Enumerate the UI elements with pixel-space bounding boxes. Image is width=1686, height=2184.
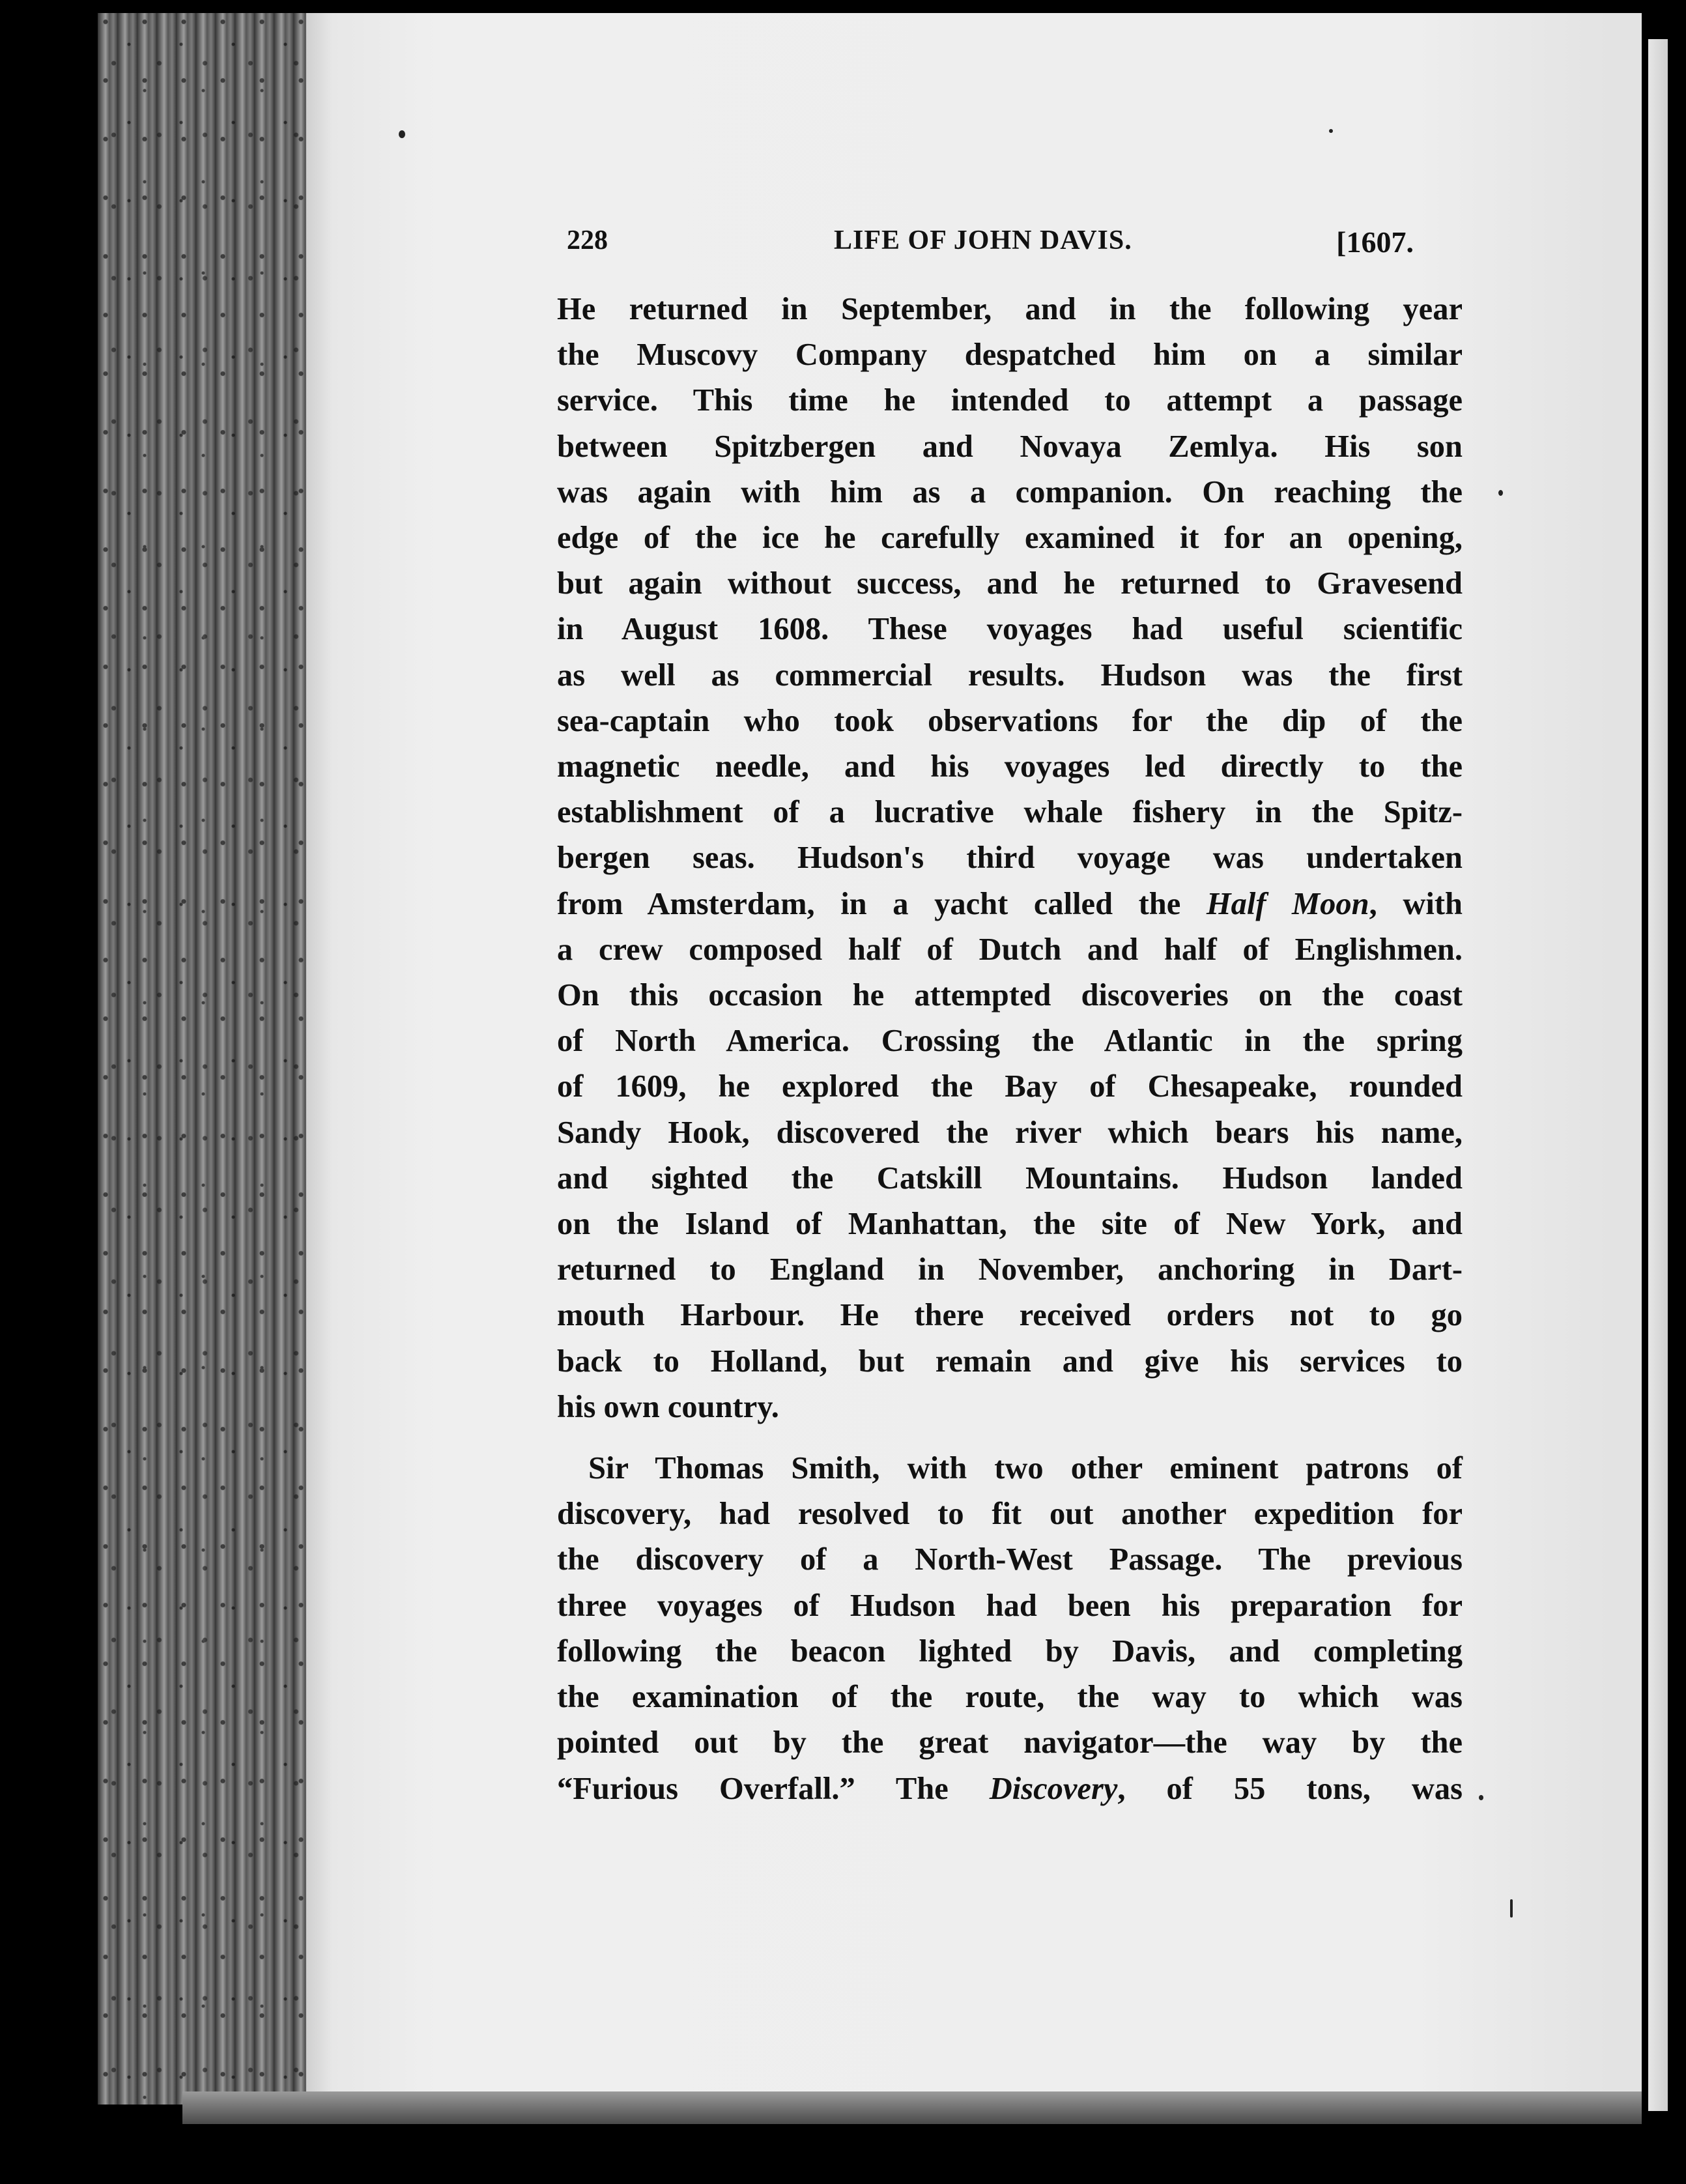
text-line: sea-captain who took observations for the dip of the <box>557 703 1463 738</box>
text-line-with-ship-name <box>557 1766 1463 1812</box>
text-line-with-ship-name <box>557 882 1463 927</box>
text-line: back to Holland, but remain and give his services to <box>557 1343 1463 1379</box>
text-line: the discovery of a North-West Passage. The previous <box>557 1542 1463 1577</box>
text-line: bergen seas. Hudson's third voyage was undertaken <box>557 841 1463 876</box>
text-segment: from Amsterdam, in a yacht called the <box>557 886 1181 921</box>
page-number: 228 <box>567 225 608 255</box>
text-line: magnetic needle, and his voyages led directly to the <box>557 749 1463 784</box>
text-line: establishment of a lucrative whale fishery in the Spitz- <box>557 795 1463 830</box>
text-line: Sir Thomas Smith, with two other eminent patrons of <box>588 1451 1463 1486</box>
running-title: LIFE OF JOHN DAVIS. <box>834 225 1132 255</box>
ink-speck <box>1498 490 1503 496</box>
text-segment: “Furious Overfall.” The <box>557 1771 949 1806</box>
text-line: on the Island of Manhattan, the site of New York, and <box>557 1207 1463 1242</box>
ink-speck <box>1329 129 1333 133</box>
text-line: Sandy Hook, discovered the river which bears his name, <box>557 1115 1463 1150</box>
text-line: between Spitzbergen and Novaya Zemlya. His son <box>557 429 1463 464</box>
page-edges-stack <box>98 13 313 2105</box>
facing-page-edge <box>1648 39 1668 2111</box>
text-line: but again without success, and he returned to Gravesend <box>557 566 1463 601</box>
text-line: of North America. Crossing the Atlantic in the spring <box>557 1024 1463 1059</box>
text-line: as well as commercial results. Hudson was the first <box>557 657 1463 693</box>
ship-name-half-moon: Half Moon <box>1206 886 1369 921</box>
text-line: service. This time he intended to attempt a passage <box>557 383 1463 418</box>
ink-speck <box>399 130 405 138</box>
text-line: and sighted the Catskill Mountains. Hudson landed <box>557 1160 1463 1196</box>
text-line: a crew composed half of Dutch and half of Englishmen. <box>557 932 1463 967</box>
text-segment: , with <box>1369 886 1463 921</box>
paragraph-1 <box>557 287 1463 1430</box>
text-line: He returned in September, and in the following year <box>557 292 1463 326</box>
text-line: in August 1608. These voyages had useful scientific <box>557 612 1463 647</box>
text-line: returned to England in November, anchoring in Dart- <box>557 1252 1463 1287</box>
ink-speck <box>1510 1899 1513 1918</box>
text-line: discovery, had resolved to fit out another expedition for <box>557 1497 1463 1532</box>
text-line: mouth Harbour. He there received orders not to go <box>557 1298 1463 1333</box>
bottom-page-shadow <box>182 2091 1642 2124</box>
text-line: was again with him as a companion. On reaching the <box>557 474 1463 510</box>
text-line: three voyages of Hudson had been his preparation for <box>557 1588 1463 1623</box>
text-line: of 1609, he explored the Bay of Chesapeake, rounded <box>557 1069 1463 1104</box>
text-line: the Muscovy Company despatched him on a similar <box>557 338 1463 373</box>
text-line: pointed out by the great navigator—the way by the <box>557 1725 1463 1760</box>
date-marker: [1607. <box>1336 225 1414 259</box>
text-line: his own country. <box>557 1389 779 1424</box>
text-line: following the beacon lighted by Davis, and completing <box>557 1633 1463 1669</box>
text-line: edge of the ice he carefully examined it for an opening, <box>557 521 1463 556</box>
body-text <box>557 287 1463 1812</box>
text-line: On this occasion he attempted discoveries on the coast <box>557 978 1463 1013</box>
text-segment: , of 55 tons, was <box>1117 1771 1463 1806</box>
running-head <box>567 225 1479 270</box>
paragraph-2 <box>557 1446 1463 1812</box>
ink-speck <box>1479 1795 1483 1800</box>
paragraph-gap <box>557 1430 1463 1446</box>
ship-name-discovery: Discovery <box>989 1771 1118 1806</box>
text-line: the examination of the route, the way to which was <box>557 1680 1463 1715</box>
